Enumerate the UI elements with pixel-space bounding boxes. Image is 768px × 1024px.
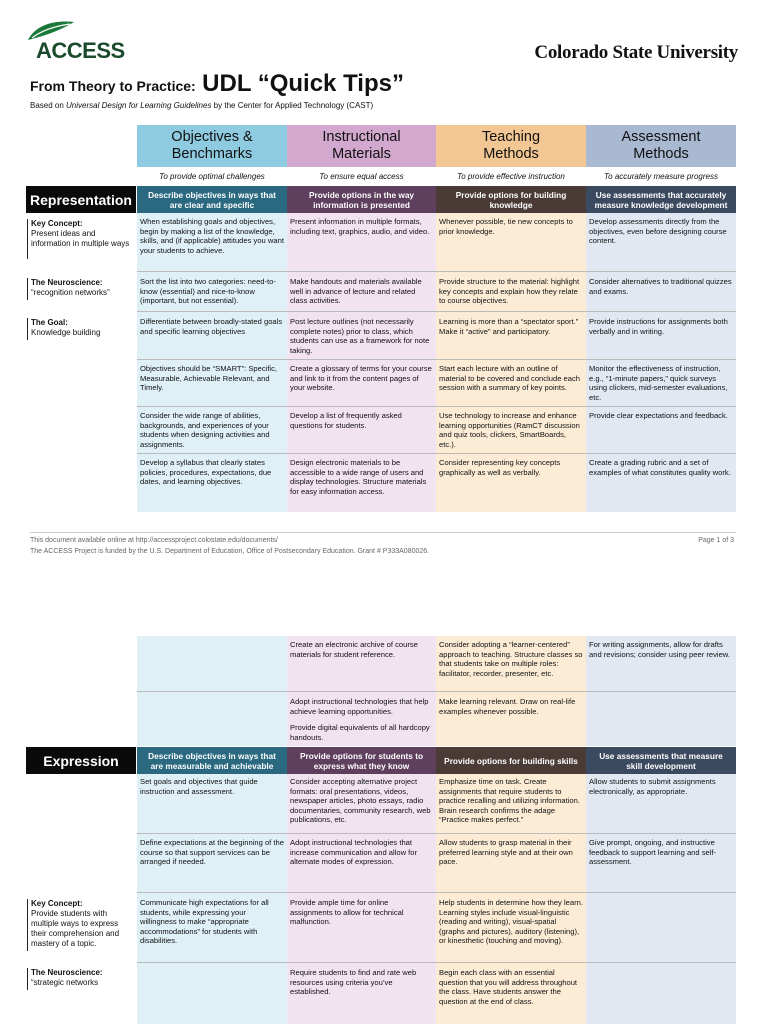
key-concept-title: Key Concept: [31, 219, 83, 228]
key-concept-title: Key Concept: [31, 899, 83, 908]
neuroscience-text: “strategic networks [31, 978, 99, 987]
representation-cell: Consider the wide range of abilities, backgrounds, and experiences of your students when designing activities and assignments. [140, 411, 270, 449]
expression-cell: Adopt instructional technologies that increase communication and allow for alternate modes of expression. [290, 838, 418, 867]
section-label-expression: Expression [26, 747, 136, 774]
representation-cell: Create a grading rubric and a set of examples of what constitutes quality work. [589, 458, 731, 477]
column-header-objectives: Objectives & Benchmarks [137, 125, 287, 167]
row-divider [137, 406, 736, 407]
expression-cell: Communicate high expectations for all students, while expressing your willingness to make “appropriate accommodations” for students with disabilities. [140, 898, 269, 946]
expression-cell: Help students in determine how they learn. Learning styles include visual-linguistic (reading and writing), visual-spatial (graphs and pictures), auditory (listening), or kinesthetic (touching and moving). [439, 898, 583, 946]
key-concept-text: Provide students with multiple ways to express their comprehension and mastery of a topic. [31, 909, 120, 948]
representation-cell: When establishing goals and objectives, begin by making a list of the knowledge, skills, and (if applicable) attitudes you want your students to achieve. [140, 217, 284, 255]
continued-cell: Consider adopting a “learner-centered” approach to teaching. Structure classes so that students take on multiple roles: facilitator, recorder, presenter, etc. [439, 640, 583, 678]
representation-cell: Provide clear expectations and feedback. [589, 411, 728, 420]
expression-cell: Allow students to submit assignments electronically, as appropriate. [589, 777, 716, 796]
representation-cell: Design electronic materials to be accessible to a wide range of users and display technologies. Structure materials for easy information access. [290, 458, 427, 496]
expression-cell: Give prompt, ongoing, and instructive feedback to support learning and self-assessment. [589, 838, 717, 867]
expression-cell: Set goals and objectives that guide instruction and assessment. [140, 777, 258, 796]
expression-cell: Allow students to grasp material in their preferred learning style and at their own pace. [439, 838, 573, 867]
page-title [30, 70, 404, 98]
representation-cell: Use technology to increase and enhance learning opportunities (RamCT discussion and quiz tools, clickers, SmartBoards, etc.). [439, 411, 580, 449]
expression-body-assessment [586, 774, 736, 1024]
expression-cell: Emphasize time on task. Create assignments that require students to practice recalling and utilizing information. Brain research confirms the adage “Practice makes perfect.” [439, 777, 580, 825]
expression-cell: Require students to find and rate web resources using criteria you’ve established. [290, 968, 417, 997]
row-divider [137, 453, 736, 454]
subtitle-post: by the Center for Applied Technology (CAST) [211, 101, 374, 110]
continued-cell: Provide digital equivalents of all hardcopy handouts. [290, 723, 430, 742]
column-purpose-objectives: To provide optimal challenges [159, 171, 265, 181]
neuroscience-title: The Neuroscience: [31, 968, 103, 977]
representation-neuroscience [27, 278, 135, 300]
band-representation-assessment: Use assessments that accurately measure knowledge development [586, 186, 736, 213]
continued-cell: For writing assignments, allow for drafts and revisions; consider using peer review. [589, 640, 730, 659]
section-label-representation: Representation [26, 186, 136, 213]
neuroscience-text: “recognition networks” [31, 288, 110, 297]
column-purpose-assessment: To accurately measure progress [604, 171, 718, 181]
continued-cell: Make learning relevant. Draw on real-life examples whenever possible. [439, 697, 576, 716]
representation-cell: Provide instructions for assignments both verbally and in writing. [589, 317, 728, 336]
row-divider [137, 833, 736, 834]
footer-url: This document available online at http://accessproject.colostate.edu/documents/ [30, 537, 278, 544]
logo-text: ACCESS [36, 38, 125, 63]
representation-cell: Objectives should be “SMART”: Specific, Measurable, Achievable Relevant, and Timely. [140, 364, 278, 393]
band-expression-teaching: Provide options for building skills [436, 747, 586, 774]
band-representation-materials: Provide options in the way information is presented [287, 186, 436, 213]
representation-cell: Consider alternatives to traditional quizzes and exams. [589, 277, 732, 296]
goal-text: Knowledge building [31, 328, 101, 337]
representation-cell: Whenever possible, tie new concepts to prior knowledge. [439, 217, 573, 236]
band-representation-teaching: Provide options for building knowledge [436, 186, 586, 213]
representation-cell: Develop assessments directly from the objectives, even before designing course content. [589, 217, 727, 246]
subtitle [30, 101, 373, 110]
expression-cell: Consider accepting alternative project formats: oral presentations, videos, newspaper articles, photo essays, radio documentaries, community research, web publications, etc. [290, 777, 431, 825]
access-logo [26, 20, 126, 64]
representation-cell: Sort the list into two categories: need-to-know (essential) and nice-to-know (important, but not essential). [140, 277, 276, 306]
expression-neuroscience [27, 968, 135, 990]
column-header-teaching: Teaching Methods [436, 125, 586, 167]
footer-divider [30, 532, 736, 533]
expression-key-concept [27, 899, 135, 951]
column-purpose-teaching: To provide effective instruction [457, 171, 565, 181]
row-divider [137, 691, 736, 692]
representation-cell: Create a glossary of terms for your course and link to it from the content pages of your website. [290, 364, 432, 393]
university-name: Colorado State University [534, 42, 738, 63]
continued-cell: Create an electronic archive of course materials for student reference. [290, 640, 418, 659]
band-expression-materials: Provide options for students to express what they know [287, 747, 436, 774]
representation-cell: Consider representing key concepts graphically as well as verbally. [439, 458, 561, 477]
representation-cell: Provide structure to the material: highlight key concepts and explain how they relate to course objectives. [439, 277, 580, 306]
subtitle-italic: Universal Design for Learning Guidelines [66, 101, 212, 110]
neuroscience-title: The Neuroscience: [31, 278, 103, 287]
representation-key-concept [27, 219, 135, 259]
expression-cell: Provide ample time for online assignments to allow for technical malfunction. [290, 898, 404, 927]
continued-cell: Adopt instructional technologies that help achieve learning opportunities. [290, 697, 429, 716]
goal-title: The Goal: [31, 318, 68, 327]
column-purpose-materials: To ensure equal access [319, 171, 404, 181]
band-expression-objectives: Describe objectives in ways that are measurable and achievable [137, 747, 287, 774]
footer-funding: The ACCESS Project is funded by the U.S. Department of Education, Office of Postsecondary Education. Grant # P333A080026. [30, 548, 430, 555]
representation-cell: Develop a syllabus that clearly states policies, procedures, expectations, due dates, and learning objectives. [140, 458, 272, 487]
representation-cell: Monitor the effectiveness of instruction, e.g., “1-minute papers,” quick surveys using clickers, mid-semester evaluations, etc. [589, 364, 728, 402]
representation-cell: Post lecture outlines (not necessarily complete notes) prior to class, which students can use as a framework for note taking. [290, 317, 430, 355]
representation-cell: Present information in multiple formats, including text, graphics, audio, and video. [290, 217, 430, 236]
representation-cell: Start each lecture with an outline of material to be covered and conclude each session with a summary of key points. [439, 364, 580, 393]
representation-cell: Develop a list of frequently asked questions for students. [290, 411, 402, 430]
expression-cell: Begin each class with an essential question that you will address throughout the class. Have students answer the question at the end of class. [439, 968, 578, 1006]
page-number: Page 1 of 3 [698, 537, 734, 544]
key-concept-text: Present ideas and information in multiple ways [31, 229, 130, 248]
column-header-materials: Instructional Materials [287, 125, 436, 167]
row-divider [137, 962, 736, 963]
representation-cell: Differentiate between broadly-stated goals and specific learning objectives [140, 317, 283, 336]
column-header-assessment: Assessment Methods [586, 125, 736, 167]
expression-cell: Define expectations at the beginning of the course so that support services can be arranged if needed. [140, 838, 284, 867]
title-main: UDL “Quick Tips” [202, 70, 404, 97]
row-divider [137, 311, 736, 312]
representation-cell: Learning is more than a “spectator sport.” Make it “active” and participatory. [439, 317, 579, 336]
band-representation-objectives: Describe objectives in ways that are clear and specific [137, 186, 287, 213]
row-divider [137, 359, 736, 360]
representation-goal [27, 318, 135, 340]
representation-cell: Make handouts and materials available well in advance of lecture and related class activities. [290, 277, 422, 306]
row-divider [137, 892, 736, 893]
band-expression-assessment: Use assessments that measure skill development [586, 747, 736, 774]
title-prefix: From Theory to Practice: [30, 78, 196, 94]
row-divider [137, 271, 736, 272]
subtitle-pre: Based on [30, 101, 67, 110]
